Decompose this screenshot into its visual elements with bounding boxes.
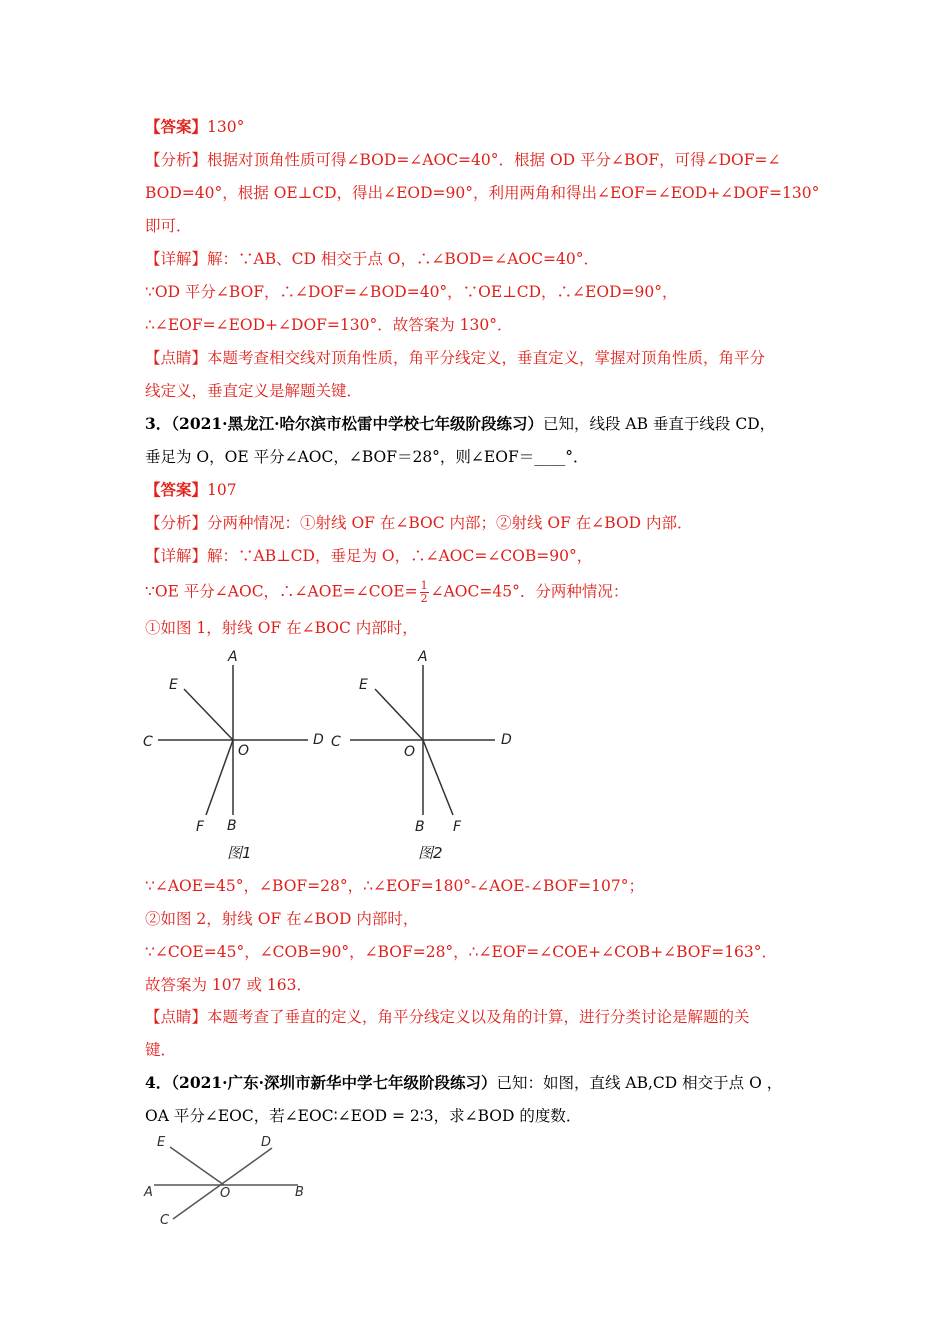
p4-label-o: O: [220, 1186, 231, 1201]
fig1-label-a: A: [228, 649, 238, 665]
p4-stem-2: OA 平分∠EOC，若∠EOC∶∠EOD = 2∶3，求∠BOD 的度数．: [145, 1107, 582, 1125]
figure-p4: [140, 1130, 325, 1230]
fig1-caption: 图1: [227, 844, 252, 862]
fig1-label-c: C: [143, 734, 153, 750]
p3-analysis: 【分析】分两种情况：①射线 OF 在∠BOC 内部；②射线 OF 在∠BOD 内部．: [145, 514, 693, 532]
fig2-ray-oe: [375, 689, 423, 740]
p3-case2: ②如图 2，射线 OF 在∠BOD 内部时，: [145, 910, 419, 928]
p2-analysis-1: 【分析】根据对顶角性质可得∠BOD=∠AOC=40°．根据 OD 平分∠BOF，可得∠DOF=∠: [145, 151, 781, 169]
p4-stem-1: 4．（2021·广东·深圳市新华中学七年级阶段练习）已知：如图，直线 AB,CD 相交于点 O ，: [145, 1073, 783, 1092]
p2-detail-1: 【详解】解：∵AB、CD 相交于点 O，∴∠BOD=∠AOC=40°．: [145, 250, 599, 268]
fig2-label-d: D: [501, 732, 512, 748]
p2-comment-1: 【点睛】本题考查相交线对顶角性质，角平分线定义，垂直定义，掌握对顶角性质，角平分: [145, 349, 766, 367]
fig1-label-b: B: [227, 818, 237, 834]
fig2-ray-of: [423, 740, 453, 815]
p4-label-d: D: [261, 1135, 272, 1150]
p3-stem-2: 垂足为 O，OE 平分∠AOC，∠BOF＝28°，则∠EOF＝____°．: [145, 448, 589, 466]
p3-comment-2: 键．: [145, 1041, 177, 1059]
fig2-caption: 图2: [418, 844, 443, 862]
p2-analysis-3: 即可．: [145, 217, 192, 235]
fig2-label-c: C: [331, 734, 341, 750]
fig1-ray-of: [206, 740, 233, 815]
fig1-label-f: F: [196, 819, 205, 835]
figure-2: [327, 645, 527, 870]
p3-conclusion: 故答案为 107 或 163．: [145, 976, 312, 994]
p3-case2-calc: ∵∠COE=45°，∠COB=90°，∠BOF=28°，∴∠EOF=∠COE+∠COB+∠BOF=163°．: [145, 943, 778, 961]
fig1-ray-oe: [184, 689, 233, 740]
one-half-fraction: $\frac{1}{2}$: [420, 579, 428, 605]
fig2-label-e: E: [359, 677, 368, 693]
fig2-label-b: B: [415, 819, 425, 835]
p4-label-c: C: [160, 1213, 170, 1228]
p3-case1-calc: ∵∠AOE=45°，∠BOF=28°，∴∠EOF=180°-∠AOE-∠BOF=107°；: [145, 877, 644, 895]
figure-1: [140, 645, 335, 870]
p3-case1: ①如图 1，射线 OF 在∠BOC 内部时，: [145, 619, 418, 637]
p4-label-a: A: [144, 1185, 153, 1200]
fig1-label-d: D: [313, 732, 324, 748]
p2-detail-3: ∴∠EOF=∠EOD+∠DOF=130°．故答案为 130°．: [145, 316, 513, 334]
p3-stem-1: 3．（2021·黑龙江·哈尔滨市松雷中学校七年级阶段练习）已知，线段 AB 垂直于线段 CD，: [145, 414, 776, 433]
p4-label-b: B: [295, 1185, 304, 1200]
fig1-label-o: O: [238, 743, 250, 759]
p4-label-e: E: [157, 1135, 166, 1150]
p2-comment-2: 线定义，垂直定义是解题关键．: [145, 382, 363, 400]
p4-ray-oe: [170, 1147, 224, 1185]
p2-answer: 【答案】130°: [145, 117, 245, 136]
fig1-label-e: E: [169, 677, 178, 693]
fig2-label-o: O: [404, 744, 416, 760]
p3-detail-1: 【详解】解：∵AB⊥CD，垂足为 O，∴∠AOC=∠COB=90°，: [145, 547, 593, 565]
p3-detail-2: ∵OE 平分∠AOC，∴∠AOE=∠COE= $\frac{1}{2}$ ∠AOC=45°．分两种情况：: [145, 579, 629, 605]
p3-answer: 【答案】107: [145, 480, 237, 499]
fig2-label-f: F: [453, 819, 462, 835]
p3-comment-1: 【点睛】本题考查了垂直的定义，角平分线定义以及角的计算，进行分类讨论是解题的关: [145, 1008, 750, 1026]
fig2-label-a: A: [418, 649, 428, 665]
p2-detail-2: ∵OD 平分∠BOF，∴∠DOF=∠BOD=40°，∵OE⊥CD，∴∠EOD=90°，: [145, 283, 678, 301]
p2-analysis-2: BOD=40°，根据 OE⊥CD，得出∠EOD=90°，利用两角和得出∠EOF=∠EOD+∠DOF=130°: [145, 184, 820, 202]
